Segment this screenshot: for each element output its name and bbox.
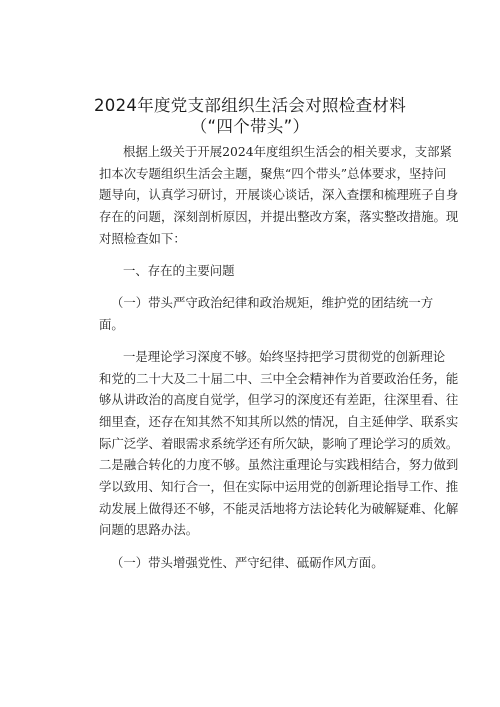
body-line: 够从讲政治的高度自觉学，但学习的深度还有差距，往深里看、往 xyxy=(99,392,459,407)
section-heading: 一、存在的主要问题 xyxy=(123,263,235,278)
intro-line: 对照检查如下： xyxy=(99,231,186,246)
intro-line: 题导向，认真学习研讨，开展谈心谈话，深入查摆和梳理班子自身 xyxy=(99,187,459,202)
body-line: 际广泛学、着眼需求系统学还有所欠缺，影响了理论学习的质效。 xyxy=(99,436,459,451)
document-title: 2024年度党支部组织生活会对照检查材料 xyxy=(94,96,406,115)
body-line: 二是融合转化的力度不够。虽然注重理论与实践相结合，努力做到 xyxy=(99,457,459,472)
subsection-heading-cont: 面。 xyxy=(99,317,124,332)
body-line: 和党的二十大及二十届二中、三中全会精神作为首要政治任务，能 xyxy=(99,371,459,386)
document-subtitle: （“四个带头”） xyxy=(190,117,310,136)
body-line: 学以致用、知行合一，但在实际中运用党的创新理论指导工作、推 xyxy=(99,479,459,494)
body-line: 动发展上做得还不够，不能灵活地将方法论转化为破解疑难、化解 xyxy=(99,501,459,516)
subsection-heading: （一）带头严守政治纪律和政治规矩，维护党的团结统一方 xyxy=(111,295,434,310)
body-line: 一是理论学习深度不够。始终坚持把学习贯彻党的创新理论 xyxy=(123,349,446,364)
intro-line: 扣本次专题组织生活会主题，聚焦“四个带头”总体要求，坚持问 xyxy=(99,166,447,181)
body-line: 问题的思路办法。 xyxy=(99,522,199,537)
body-line: 细里查，还存在知其然不知其所以然的情况，自主延伸学、联系实 xyxy=(99,414,459,429)
intro-line: 存在的问题，深刻剖析原因，并提出整改方案，落实整改措施。现 xyxy=(99,209,459,224)
intro-line: 根据上级关于开展2024年度组织生活会的相关要求，支部紧 xyxy=(123,144,452,159)
subsection-heading-2: （一）带头增强党性、严守纪律、砥砺作风方面。 xyxy=(111,555,384,570)
